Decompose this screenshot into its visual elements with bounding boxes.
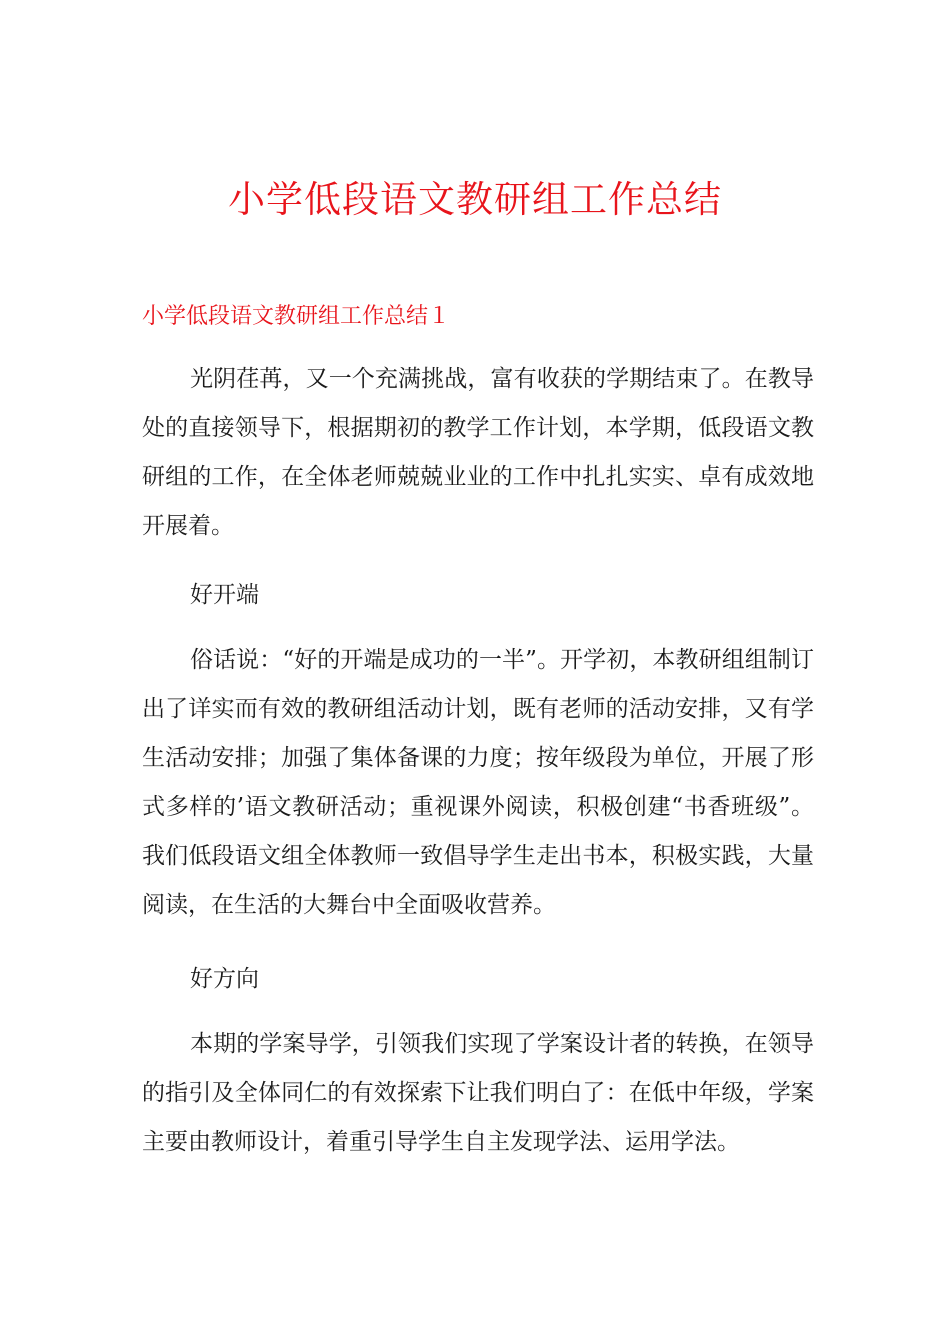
subheading-good-direction: 好方向	[190, 966, 259, 992]
subheading-good-start: 好开端	[190, 582, 259, 608]
paragraph-good-start: 俗话说：“好的开端是成功的一半”。开学初，本教研组组制订出了详实而有效的教研组活动计划，既有老师的活动安排，又有学生活动安排；加强了集体备课的力度；按年级段为单位，开展了形式多样的’语文教研活动；重视课外阅读，积极创建“书香班级”。我们低段语文组全体教师一致倡导学生走出书本，积极实践，大量阅读，在生活的大舞台中全面吸收营养。	[142, 647, 814, 918]
paragraph-intro: 光阴荏苒，又一个充满挑战，富有收获的学期结束了。在教导处的直接领导下，根据期初的教学工作计划，本学期，低段语文教研组的工作，在全体老师兢兢业业的工作中扎扎实实、卓有成效地开展着。	[142, 366, 814, 539]
document-title: 小学低段语文教研组工作总结	[228, 178, 722, 221]
paragraph-good-direction: 本期的学案导学，引领我们实现了学案设计者的转换，在领导的指引及全体同仁的有效探索下让我们明白了：在低中年级，学案主要由教师设计，着重引导学生自主发现学法、运用学法。	[142, 1031, 814, 1155]
section-heading: 小学低段语文教研组工作总结１	[142, 304, 451, 329]
